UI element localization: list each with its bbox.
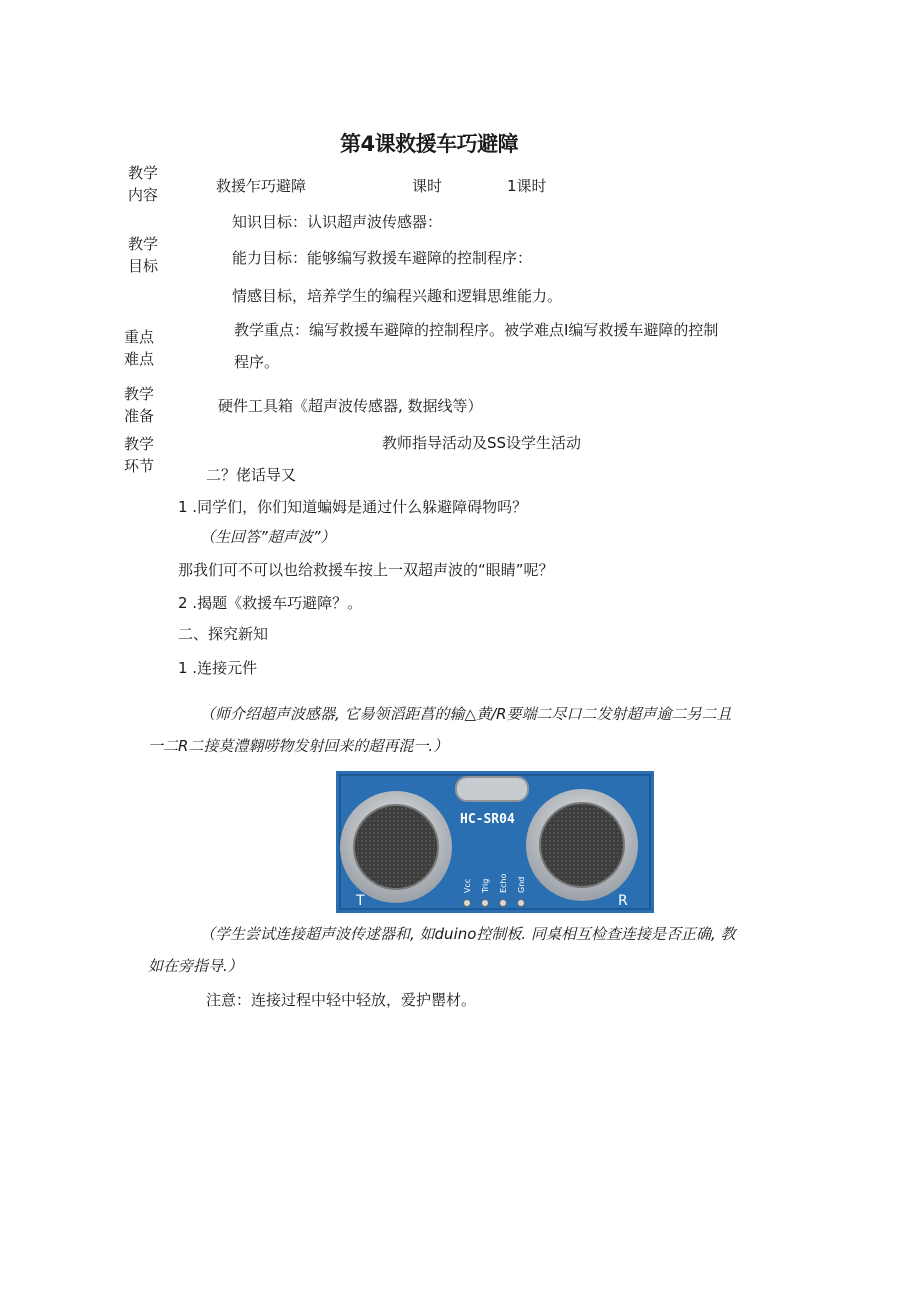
label-goals: 教学目标 bbox=[128, 235, 159, 275]
label-preparation: 教学准备 bbox=[124, 385, 155, 425]
section-intro: 二？佬话导又 bbox=[206, 466, 297, 484]
sensor-mark-r: R bbox=[618, 893, 628, 909]
content-hours-label: 课时 bbox=[412, 177, 443, 195]
ultrasonic-sensor-image bbox=[336, 771, 654, 913]
item-2: 2 .揭题《救援车巧避障？。 bbox=[178, 594, 363, 612]
key-points-line2: 程序。 bbox=[234, 353, 280, 371]
answer-1: （生回答”超声波”） bbox=[200, 528, 336, 546]
content-hours-value: 1课时 bbox=[507, 177, 547, 195]
section-explore: 二、探究新知 bbox=[178, 625, 269, 643]
pin-label-echo: Echo bbox=[499, 873, 508, 893]
pin-label-gnd: Gnd bbox=[517, 876, 526, 893]
sensor-crystal bbox=[456, 777, 528, 801]
note-student-line1: （学生尝试连接超声波传逑器和, 如duino控制板. 同桌相互检查连接是否正确, 教 bbox=[200, 925, 736, 943]
question-2: 那我们可不可以也给救援车按上一双超声波的“眼睛”呢？ bbox=[178, 561, 554, 579]
goal-ability: 能力目标：能够编写救援车避障的控制程序： bbox=[232, 249, 533, 267]
note-sensor-line2: 一二R二接莫澧翱唠物发射回来的超再混一.） bbox=[148, 737, 449, 755]
content-topic: 救援乍巧避障 bbox=[216, 177, 307, 195]
label-process: 教学环节 bbox=[124, 435, 155, 475]
pin-label-trig: Trig bbox=[481, 878, 490, 893]
label-key-points: 重点难点 bbox=[124, 328, 155, 368]
note-sensor-line1: （师介绍超声波感器, 它昜领滔距菖的输△黄/R要端二尽口二发射超声逾二另二且 bbox=[200, 705, 732, 723]
sensor-model-label: HC-SR04 bbox=[460, 812, 515, 827]
preparation-text: 硬件工具箱《超声波传感器, 数据线等） bbox=[218, 397, 483, 415]
goal-knowledge: 知识目标：认识超声波传感器： bbox=[232, 213, 443, 231]
goal-emotion: 情感目标，培养学生的编程兴趣和逻辑思维能力。 bbox=[232, 287, 563, 305]
label-content: 教学内容 bbox=[128, 164, 159, 204]
item-connect: 1 .连接元件 bbox=[178, 659, 258, 677]
question-1: 1 .同学们，你们知道蝙姆是通过什么躲避障碍物吗？ bbox=[178, 498, 528, 516]
note-student-line2: 如在旁指导.） bbox=[148, 957, 243, 975]
pin-label-vcc: Vcc bbox=[463, 878, 472, 893]
caution-note: 注意：连接过程中轻中轻放，爱护罌材。 bbox=[206, 991, 477, 1009]
key-points-line1: 教学重点：编写救援车避障的控制程序。被学难点I编写救援车避障的控制 bbox=[234, 321, 719, 339]
sensor-mark-t: T bbox=[356, 893, 365, 909]
process-header: 教师指导活动及SS设学生活动 bbox=[382, 434, 582, 452]
lesson-title: 第4课救援车巧避障 bbox=[340, 132, 519, 156]
